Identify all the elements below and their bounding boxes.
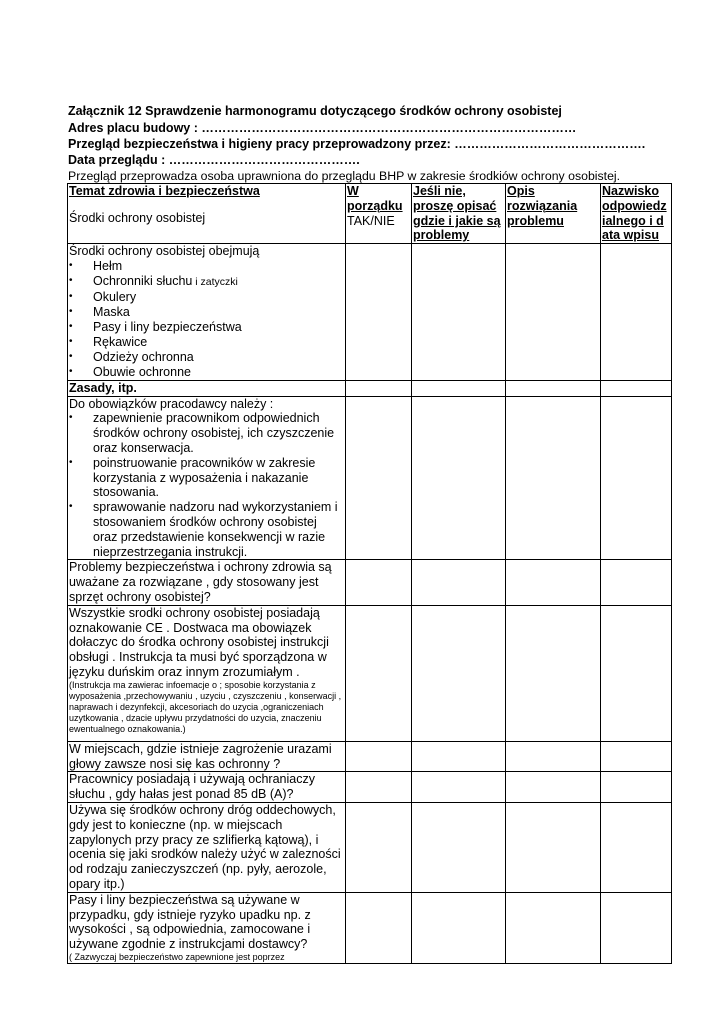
- solution-cell[interactable]: [506, 244, 601, 381]
- responsible-cell[interactable]: [601, 560, 672, 605]
- inspection-note: Przegląd przeprowadza osoba uprawniona do przeglądu BHP w zakresie środkiów ochrony osobistej.: [68, 169, 621, 183]
- header-cell-solution: [506, 184, 601, 244]
- list-item: • sprawowanie nadzoru nad wykorzystaniem i stosowaniem środków ochrony osobistej oraz przedstawienie konsekwencji w razie nieprzestrzegania instrukcji.: [69, 500, 344, 559]
- table-row: [68, 802, 672, 892]
- list-item: • Maska: [69, 305, 344, 320]
- table-row: [68, 741, 672, 772]
- ce-marking-text: Wszystkie srodki ochrony osobistej posiadają oznakowanie CE . Dostwaca ma obowiązek dołaczyc do środka ochrony osobistej instrukcji obsługi . Instrukcja ta musi być sporządzona w języku duńskim oraz innym zrozumiałym .: [69, 605, 329, 679]
- answer-cell[interactable]: [346, 396, 412, 560]
- section-title-rules: Zasady, itp.: [68, 380, 346, 396]
- responsible-header: Nazwisko odpowiedzialnego i data wpisu: [602, 184, 667, 243]
- answer-cell[interactable]: [346, 244, 412, 381]
- problem-cell[interactable]: [412, 605, 506, 741]
- responsible-cell[interactable]: [601, 244, 672, 381]
- question-harness: [68, 892, 346, 963]
- list-item: • Odzieży ochronna: [69, 350, 344, 365]
- solution-header: Opis rozwiązania problemu: [507, 184, 578, 228]
- problem-cell[interactable]: [412, 560, 506, 605]
- list-item: • Obuwie ochronne: [69, 365, 344, 380]
- problems-header: Jeśli nie, proszę opisać gdzie i jakie są problemy: [413, 184, 501, 243]
- answer-cell[interactable]: [346, 380, 412, 396]
- answer-cell[interactable]: [346, 802, 412, 892]
- problem-cell[interactable]: [412, 396, 506, 560]
- responsible-cell[interactable]: [601, 396, 672, 560]
- list-item: • Pasy i liny bezpieczeństwa: [69, 320, 344, 335]
- responsible-cell[interactable]: [601, 802, 672, 892]
- answer-cell[interactable]: [346, 605, 412, 741]
- solution-cell[interactable]: [506, 772, 601, 803]
- table-header-row: [68, 184, 672, 244]
- responsible-cell[interactable]: [601, 772, 672, 803]
- responsible-cell[interactable]: [601, 380, 672, 396]
- site-address-line: Adres placu budowy : ………………………………………………………………………………: [68, 121, 577, 135]
- problem-cell[interactable]: [412, 380, 506, 396]
- ppe-list: [69, 259, 344, 380]
- solution-cell[interactable]: [506, 605, 601, 741]
- solution-cell[interactable]: [506, 380, 601, 396]
- question-problems-solved: Problemy bezpieczeństwa i ochrony zdrowia są uważane za rozwiązane , gdy stosowany jest sprzęt ochrony osobistej?: [68, 560, 346, 605]
- problem-cell[interactable]: [412, 892, 506, 963]
- table-row: [68, 605, 672, 741]
- table-row: [68, 396, 672, 560]
- employer-duties-cell: [68, 396, 346, 560]
- list-item: • Okulery: [69, 290, 344, 305]
- list-item: • poinstruowanie pracowników w zakresie korzystania z wyposażenia i nakazanie stosowania.: [69, 456, 344, 500]
- table-row: [68, 892, 672, 963]
- harness-text: Pasy i liny bezpieczeństwa są używane w przypadku, gdy istnieje ryzyko upadku np. z wysokości , są odpowiednia, zamocowane i używane zgodnie z instrukcjami dostawcy?: [69, 892, 311, 952]
- inspector-line: Przegląd bezpieczeństwa i higieny pracy przeprowadzony przez: ……………………………………….: [68, 137, 646, 151]
- ppe-intro: Środki ochrony osobistej obejmują: [69, 244, 260, 259]
- responsible-cell[interactable]: [601, 741, 672, 772]
- question-ce-marking: [68, 605, 346, 741]
- document-title: Załącznik 12 Sprawdzenie harmonogramu dotyczącego środków ochrony osobistej: [68, 104, 562, 118]
- header-cell-topic: [68, 184, 346, 244]
- table-row: [68, 772, 672, 803]
- checklist-table: [67, 183, 672, 964]
- duties-intro: Do obowiązków pracodawcy należy :: [69, 396, 274, 411]
- ok-header: W porządku: [347, 184, 403, 213]
- inspection-date-line: Data przeglądu : ……………………………………….: [68, 153, 360, 167]
- problem-cell[interactable]: [412, 244, 506, 381]
- list-item: • zapewnienie pracownikom odpowiednich środków ochrony osobistej, ich czyszczenie oraz konserwacja.: [69, 411, 344, 455]
- ppe-list-cell: [68, 244, 346, 381]
- solution-cell[interactable]: [506, 741, 601, 772]
- list-item: • Rękawice: [69, 335, 344, 350]
- question-respiratory: Używa się środków ochrony dróg oddechowych, gdy jest to konieczne (np. w miejscach zapylonych przy pracy ze szlifierką kątową), i ocenia się jaki srodków należy użyć w zalezności od rodzaju zanieczyszczeń (np. pyły, aerozole, opary itp.): [68, 802, 346, 892]
- solution-cell[interactable]: [506, 802, 601, 892]
- answer-cell[interactable]: [346, 560, 412, 605]
- ok-subheader: TAK/NIE: [347, 213, 395, 228]
- solution-cell[interactable]: [506, 560, 601, 605]
- header-cell-problems: [412, 184, 506, 244]
- problem-cell[interactable]: [412, 741, 506, 772]
- table-row: [68, 380, 672, 396]
- solution-cell[interactable]: [506, 892, 601, 963]
- problem-cell[interactable]: [412, 802, 506, 892]
- duties-list: [69, 411, 344, 559]
- header-cell-responsible: [601, 184, 672, 244]
- table-row: [68, 560, 672, 605]
- harness-note: ( Zazwyczaj bezpieczeństwo zapewnione jest poprzez: [69, 951, 285, 962]
- answer-cell[interactable]: [346, 892, 412, 963]
- topic-header: Temat zdrowia i bezpieczeństwa: [69, 184, 260, 198]
- responsible-cell[interactable]: [601, 605, 672, 741]
- problem-cell[interactable]: [412, 772, 506, 803]
- table-row: [68, 244, 672, 381]
- answer-cell[interactable]: [346, 741, 412, 772]
- solution-cell[interactable]: [506, 396, 601, 560]
- topic-subheader: Środki ochrony osobistej: [69, 210, 206, 225]
- list-item: • Hełm: [69, 259, 344, 274]
- header-cell-ok: [346, 184, 412, 244]
- list-item: • Ochronniki słuchu i zatyczki: [69, 274, 344, 290]
- answer-cell[interactable]: [346, 772, 412, 803]
- ce-marking-note: (Instrukcja ma zawierac infoemacje o ; sposobie korzystania z wyposażenia ,przechowywaniu , uzyciu , czyszczeniu , konserwacji , naprawach i dezynfekcji, akcesoriach do uzycia ,ograniczeniach uzytkowania , dzacie upływu przydatności do uzycia, znaczeniu ewentualnego oznakowania.): [69, 679, 342, 734]
- question-helmet: W miejscach, gdzie istnieje zagrożenie urazami głowy zawsze nosi się kas ochronny ?: [68, 741, 346, 772]
- question-hearing: Pracownicy posiadają i używają ochraniaczy słuchu , gdy hałas jest ponad 85 dB (A)?: [68, 772, 346, 803]
- responsible-cell[interactable]: [601, 892, 672, 963]
